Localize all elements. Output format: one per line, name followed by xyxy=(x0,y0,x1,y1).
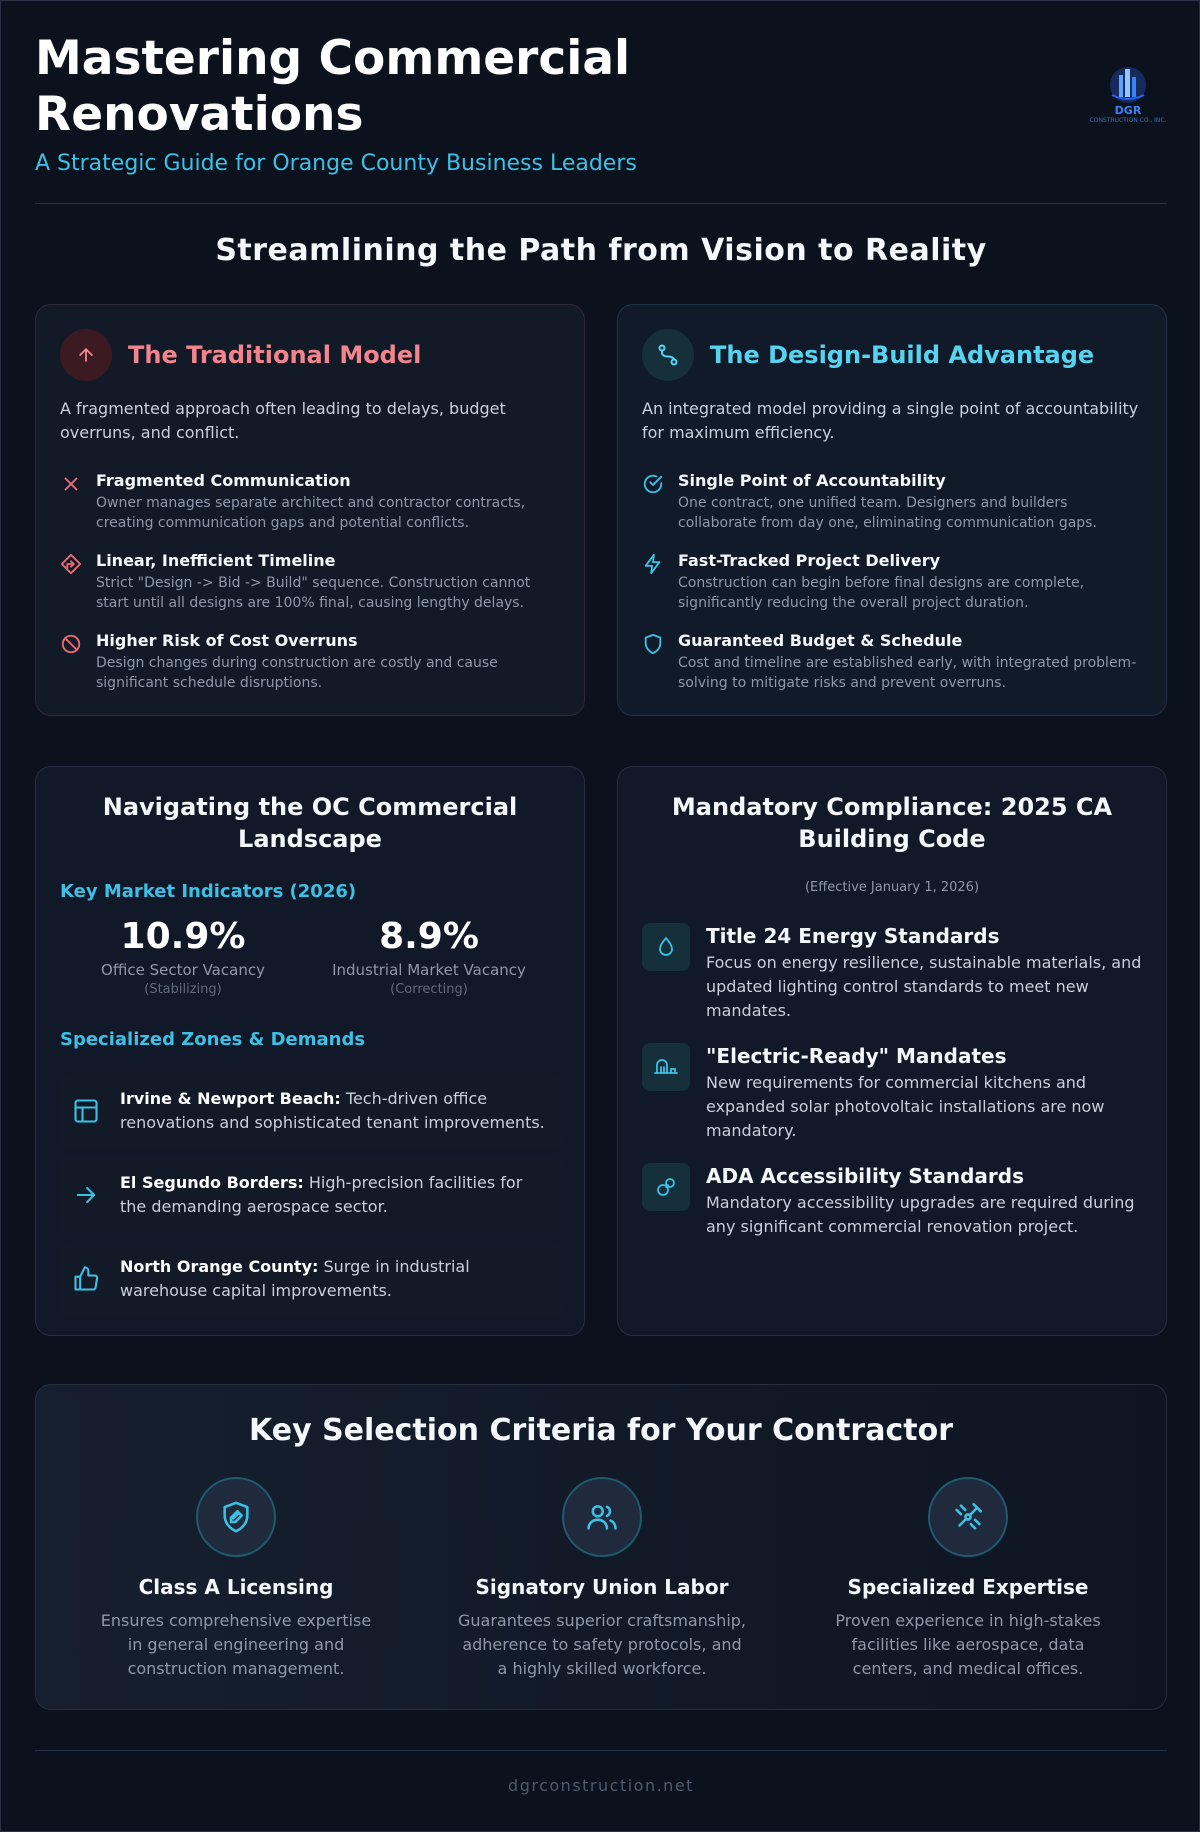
zone-description: High-precision facilities for the demanding aerospace sector. xyxy=(120,1173,523,1216)
zone-item xyxy=(60,1241,562,1317)
route-icon xyxy=(642,329,694,381)
design-build-feature xyxy=(642,471,1162,533)
zone-text xyxy=(120,1171,550,1219)
feature-text: Strict "Design -> Bid -> Build" sequence. Construction cannot start until all designs are 100% final, causing lengthy delays. xyxy=(96,575,531,611)
shield-license-icon xyxy=(196,1477,276,1557)
traditional-feature xyxy=(60,551,580,613)
divider xyxy=(35,203,1167,204)
zone-name: North Orange County: xyxy=(120,1257,319,1276)
zone-description: Tech-driven office renovations and sophisticated tenant improvements. xyxy=(120,1089,545,1132)
compliance-title: Mandatory Compliance: 2025 CA Building Code xyxy=(671,793,1113,853)
zone-description: Surge in industrial warehouse capital improvements. xyxy=(120,1257,470,1300)
feature-title: Higher Risk of Cost Overruns xyxy=(96,631,358,650)
criteria-title: Key Selection Criteria for Your Contractor xyxy=(249,1413,953,1448)
criteria-item-text: Ensures comprehensive expertise in general engineering and construction management. xyxy=(100,1611,372,1678)
stat-office-vacancy xyxy=(68,917,298,997)
stat-label: Industrial Market Vacancy xyxy=(332,961,526,979)
divider xyxy=(35,1750,1167,1751)
criteria-item-text: Guarantees superior craftsmanship, adherence to safety protocols, and a highly skilled workforce. xyxy=(457,1611,747,1678)
droplet-icon xyxy=(642,923,690,971)
zone-text xyxy=(120,1087,550,1135)
design-build-card xyxy=(617,304,1167,716)
traditional-title: The Traditional Model xyxy=(128,341,422,369)
feature-title: Fragmented Communication xyxy=(96,471,351,490)
design-build-feature xyxy=(642,551,1162,613)
logo-name: DGR xyxy=(1114,104,1142,117)
traditional-card-header xyxy=(60,329,421,381)
footer-url[interactable]: dgrconstruction.net xyxy=(508,1776,694,1795)
oc-landscape-card xyxy=(35,766,585,1336)
zone-text xyxy=(120,1255,550,1303)
design-build-card-header xyxy=(642,329,1094,381)
zone-item xyxy=(60,1073,562,1149)
stat-value: 10.9% xyxy=(120,916,246,957)
page-title: Mastering Commercial Renovations xyxy=(35,31,631,142)
layout-icon xyxy=(72,1097,100,1125)
header xyxy=(35,31,1167,176)
criteria-item-title: Signatory Union Labor xyxy=(475,1575,729,1599)
criteria-item xyxy=(803,1477,1133,1681)
feature-text: Design changes during construction are costly and cause significant schedule disruptions. xyxy=(96,655,498,691)
stat-value: 8.9% xyxy=(379,916,479,957)
feature-title: Guaranteed Budget & Schedule xyxy=(678,631,963,650)
effective-date: (Effective January 1, 2026) xyxy=(804,880,980,895)
feature-text: Cost and timeline are established early, with integrated problem-solving to mitigate risks and prevent overruns. xyxy=(678,655,1137,691)
compliance-item-text: Focus on energy resilience, sustainable materials, and updated lighting control standards to meet new mandates. xyxy=(706,953,1142,1020)
page-subtitle: A Strategic Guide for Orange County Business Leaders xyxy=(35,151,637,176)
compliance-item xyxy=(642,1043,1162,1143)
traditional-description: A fragmented approach often leading to delays, budget overruns, and conflict. xyxy=(60,399,506,442)
design-build-title: The Design-Build Advantage xyxy=(710,341,1095,369)
users-icon xyxy=(562,1477,642,1557)
arrow-up-icon xyxy=(60,329,112,381)
traditional-model-card xyxy=(35,304,585,716)
electric-plug-icon xyxy=(642,1043,690,1091)
stat-industrial-vacancy xyxy=(314,917,544,997)
zones-heading: Specialized Zones & Demands xyxy=(60,1029,366,1050)
company-logo xyxy=(1089,65,1167,135)
check-circle-icon xyxy=(642,473,666,497)
logo-mark-icon xyxy=(1106,65,1150,105)
compliance-item-text: Mandatory accessibility upgrades are required during any significant commercial renovation project. xyxy=(706,1193,1135,1236)
selection-criteria-card xyxy=(35,1384,1167,1710)
process-heading: Streamlining the Path from Vision to Reality xyxy=(215,233,987,268)
compliance-item xyxy=(642,923,1162,1023)
logo-subtitle: CONSTRUCTION CO., INC. xyxy=(1089,117,1167,124)
lightning-icon xyxy=(642,553,666,577)
shield-icon xyxy=(642,633,666,657)
design-build-feature xyxy=(642,631,1162,693)
compliance-item-title: "Electric-Ready" Mandates xyxy=(706,1044,1007,1068)
criteria-item xyxy=(71,1477,401,1681)
zone-name: El Segundo Borders: xyxy=(120,1173,304,1192)
traditional-feature xyxy=(60,631,580,693)
x-icon xyxy=(60,473,84,497)
compliance-item-text: New requirements for commercial kitchens and expanded solar photovoltaic installations are now mandatory. xyxy=(706,1073,1105,1140)
thumbs-up-icon xyxy=(72,1265,100,1293)
stat-label: Office Sector Vacancy xyxy=(101,961,265,979)
compliance-card xyxy=(617,766,1167,1336)
zone-item xyxy=(60,1157,562,1233)
zone-name: Irvine & Newport Beach: xyxy=(120,1089,341,1108)
criteria-item-text: Proven experience in high-stakes facilities like aerospace, data centers, and medical offices. xyxy=(835,1611,1101,1678)
feature-text: Owner manages separate architect and contractor contracts, creating communication gaps and potential conflicts. xyxy=(96,495,526,531)
detour-icon xyxy=(60,553,84,577)
ban-icon xyxy=(60,633,84,657)
feature-title: Linear, Inefficient Timeline xyxy=(96,551,336,570)
feature-title: Fast-Tracked Project Delivery xyxy=(678,551,941,570)
compliance-item xyxy=(642,1163,1162,1239)
feature-title: Single Point of Accountability xyxy=(678,471,946,490)
compliance-item-title: Title 24 Energy Standards xyxy=(706,924,1000,948)
indicators-heading: Key Market Indicators (2026) xyxy=(60,881,357,902)
criteria-item-title: Class A Licensing xyxy=(138,1575,334,1599)
satellite-icon xyxy=(928,1477,1008,1557)
design-build-description: An integrated model providing a single point of accountability for maximum efficiency. xyxy=(642,399,1139,442)
traditional-feature xyxy=(60,471,580,533)
compliance-item-title: ADA Accessibility Standards xyxy=(706,1164,1024,1188)
criteria-item-title: Specialized Expertise xyxy=(847,1575,1089,1599)
landscape-title: Navigating the OC Commercial Landscape xyxy=(102,793,518,853)
accessibility-icon xyxy=(642,1163,690,1211)
feature-text: Construction can begin before final designs are complete, significantly reducing the overall project duration. xyxy=(678,575,1085,611)
criteria-item xyxy=(437,1477,767,1681)
stat-note: (Stabilizing) xyxy=(144,982,222,997)
stat-note: (Correcting) xyxy=(390,982,468,997)
feature-text: One contract, one unified team. Designers and builders collaborate from day one, eliminating communication gaps. xyxy=(678,495,1097,531)
arrow-right-icon xyxy=(72,1181,100,1209)
